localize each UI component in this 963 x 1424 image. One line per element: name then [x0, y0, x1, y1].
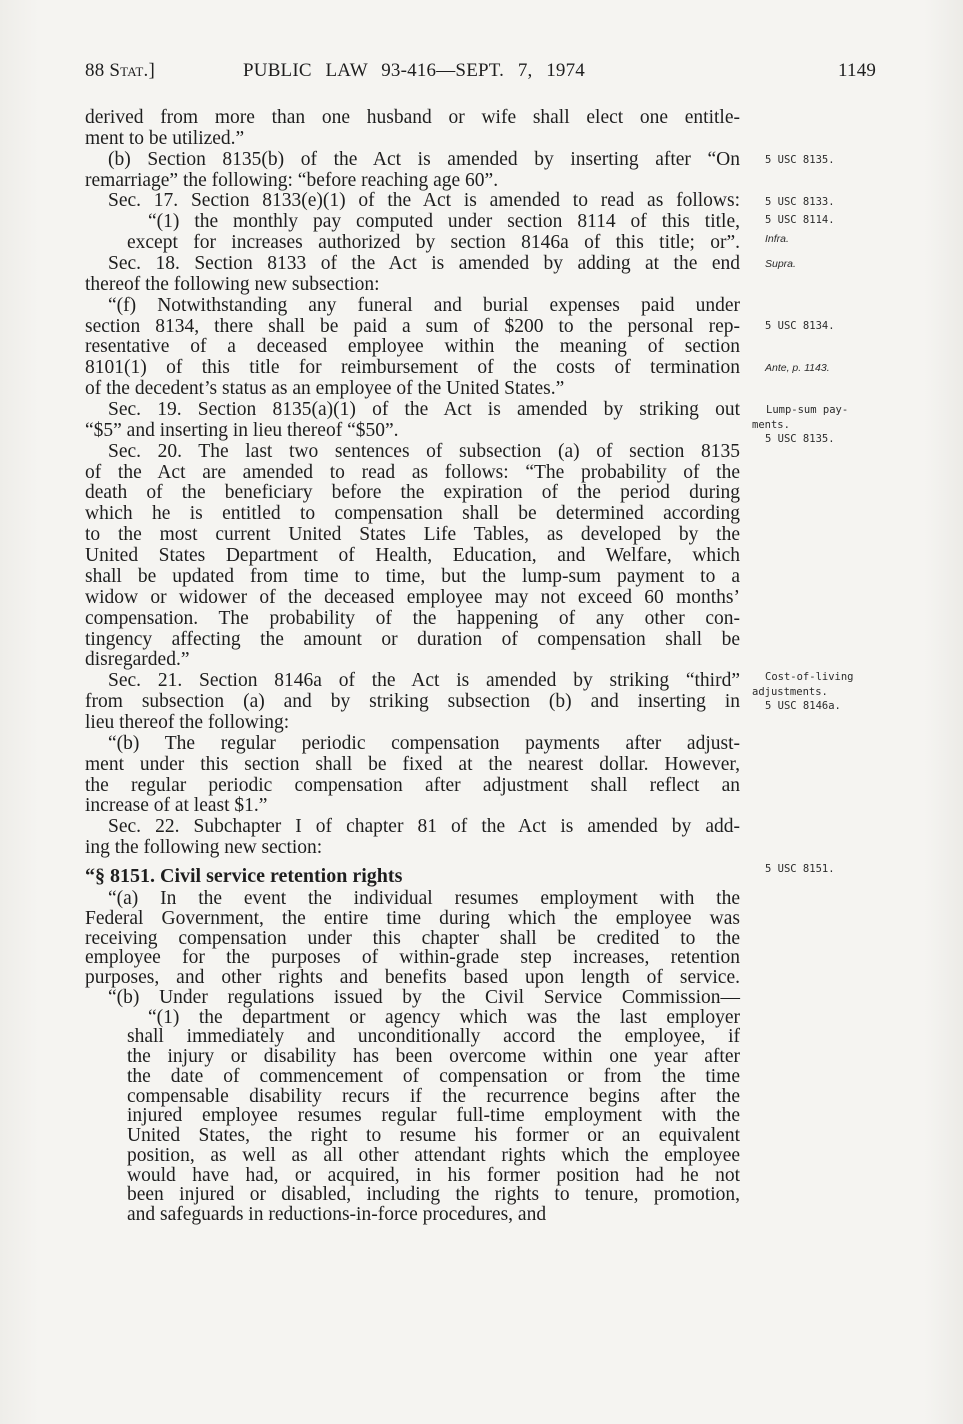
text-line: ing the following new section:	[85, 837, 323, 859]
text-line: would have had, or acquired, in his former position had he not	[127, 1164, 740, 1186]
margin-note: Lump-sum pay-	[766, 404, 849, 416]
margin-note: 5 USC 8151.	[765, 863, 835, 875]
text-line: Sec. 20. The last two sentences of subsection (a) of section 8135	[108, 440, 740, 462]
text-line: which he is entitled to compensation shall be determined according	[85, 503, 740, 525]
text-line: the regular periodic compensation after adjustment shall reflect an	[85, 774, 740, 796]
text-line: except for increases authorized by section 8146a of this title; or”.	[127, 232, 740, 254]
margin-note: 5 USC 8135.	[765, 154, 835, 166]
text-line: been injured or disabled, including the rights to tenure, promotion,	[127, 1184, 740, 1206]
margin-note: Cost-of-living	[765, 671, 854, 683]
text-line: injured employee resumes regular full-time employment with the	[127, 1105, 740, 1127]
text-line: (b) Section 8135(b) of the Act is amended by inserting after “On	[108, 148, 740, 170]
text-line: section 8134, there shall be paid a sum of $200 to the personal rep-	[85, 315, 740, 337]
text-line: “(b) Under regulations issued by the Civil Service Commission—	[108, 986, 740, 1008]
text-line: shall immediately and unconditionally accord the employee, if	[127, 1026, 740, 1048]
text-line: Sec. 21. Section 8146a of the Act is amended by striking “third”	[108, 670, 740, 692]
text-line: 8101(1) of this title for reimbursement of the costs of termination	[85, 357, 740, 379]
text-line: increase of at least $1.”	[85, 795, 268, 817]
text-line: the date of commencement of compensation or from the time	[127, 1065, 740, 1087]
margin-note: Supra.	[765, 258, 796, 270]
text-line: remarriage” the following: “before reaching age 60”.	[85, 169, 499, 191]
text-line: of the Act are amended to read as follows: “The probability of the	[85, 461, 740, 483]
text-line: of the decedent’s status as an employee of the United States.”	[85, 378, 565, 400]
text-line: “(a) In the event the individual resumes employment with the	[108, 888, 740, 909]
text-line: Sec. 22. Subchapter I of chapter 81 of the Act is amended by add-	[108, 816, 740, 838]
page-number: 1149	[838, 60, 877, 81]
text-line: disregarded.”	[85, 649, 190, 671]
text-line: compensable disability recurs if the recurrence begins after the	[127, 1085, 740, 1107]
text-line: widow or widower of the deceased employee may not exceed 60 months’	[85, 586, 740, 608]
margin-note: 5 USC 8134.	[765, 320, 835, 332]
text-line: “(f) Notwithstanding any funeral and burial expenses paid under	[108, 294, 740, 316]
volume-reference: 88 Stat.]	[85, 60, 155, 81]
page-header-title: PUBLIC LAW 93-416—SEPT. 7, 1974	[243, 60, 585, 81]
margin-note: 5 USC 8114.	[765, 214, 835, 226]
text-line: Sec. 18. Section 8133 of the Act is amended by adding at the end	[108, 253, 740, 275]
text-line: “(1) the department or agency which was the last employer	[148, 1006, 740, 1028]
text-line: shall be updated from time to time, but the lump-sum payment to a	[85, 565, 740, 587]
margin-note: Ante, p. 1143.	[765, 362, 830, 374]
text-line: position, as well as all other attendant rights which the employee	[127, 1144, 740, 1166]
text-line: compensation. The probability of the happening of any other con-	[85, 607, 740, 629]
text-line: to the most current United States Life Tables, as developed by the	[85, 524, 740, 546]
margin-note: 5 USC 8133.	[765, 196, 835, 208]
text-line: Sec. 19. Section 8135(a)(1) of the Act is amended by striking out	[108, 399, 740, 421]
text-line: “$5” and inserting in lieu thereof “$50”.	[85, 419, 399, 441]
text-line: ment under this section shall be fixed at the nearest dollar. However,	[85, 753, 740, 775]
text-line: thereof the following new subsection:	[85, 273, 380, 295]
text-line: from subsection (a) and by striking subsection (b) and inserting in	[85, 691, 740, 713]
text-line: purposes, and other rights and benefits based upon length of service.	[85, 967, 740, 989]
text-line: the injury or disability has been overcome within one year after	[127, 1046, 740, 1068]
section-heading: “§ 8151. Civil service retention rights	[85, 865, 403, 887]
text-line: Sec. 17. Section 8133(e)(1) of the Act is amended to read as follows:	[108, 190, 740, 212]
text-line: Federal Government, the entire time during which the employee was	[85, 907, 740, 929]
text-line: resentative of a deceased employee within the meaning of section	[85, 336, 740, 358]
text-line: “(b) The regular periodic compensation payments after adjust-	[108, 732, 740, 754]
text-line: and safeguards in reductions-in-force procedures, and	[127, 1204, 547, 1226]
text-line: tingency affecting the amount or duration of compensation shall be	[85, 628, 740, 650]
margin-note: adjustments.	[752, 686, 828, 698]
text-line: employee for the purposes of within-grade step increases, retention	[85, 947, 740, 969]
text-line: “(1) the monthly pay computed under section 8114 of this title,	[148, 211, 740, 233]
margin-note: ments.	[752, 419, 790, 431]
margin-note: Infra.	[765, 233, 789, 245]
margin-note: 5 USC 8146a.	[765, 700, 841, 712]
text-line: United States Department of Health, Education, and Welfare, which	[85, 545, 740, 567]
text-line: lieu thereof the following:	[85, 711, 290, 733]
margin-note: 5 USC 8135.	[765, 433, 835, 445]
text-line: death of the beneficiary before the expiration of the period during	[85, 482, 740, 504]
text-line: derived from more than one husband or wife shall elect one entitle-	[85, 107, 740, 128]
text-line: receiving compensation under this chapter shall be credited to the	[85, 927, 740, 949]
text-line: United States, the right to resume his former or an equivalent	[127, 1125, 740, 1147]
text-line: ment to be utilized.”	[85, 127, 245, 149]
